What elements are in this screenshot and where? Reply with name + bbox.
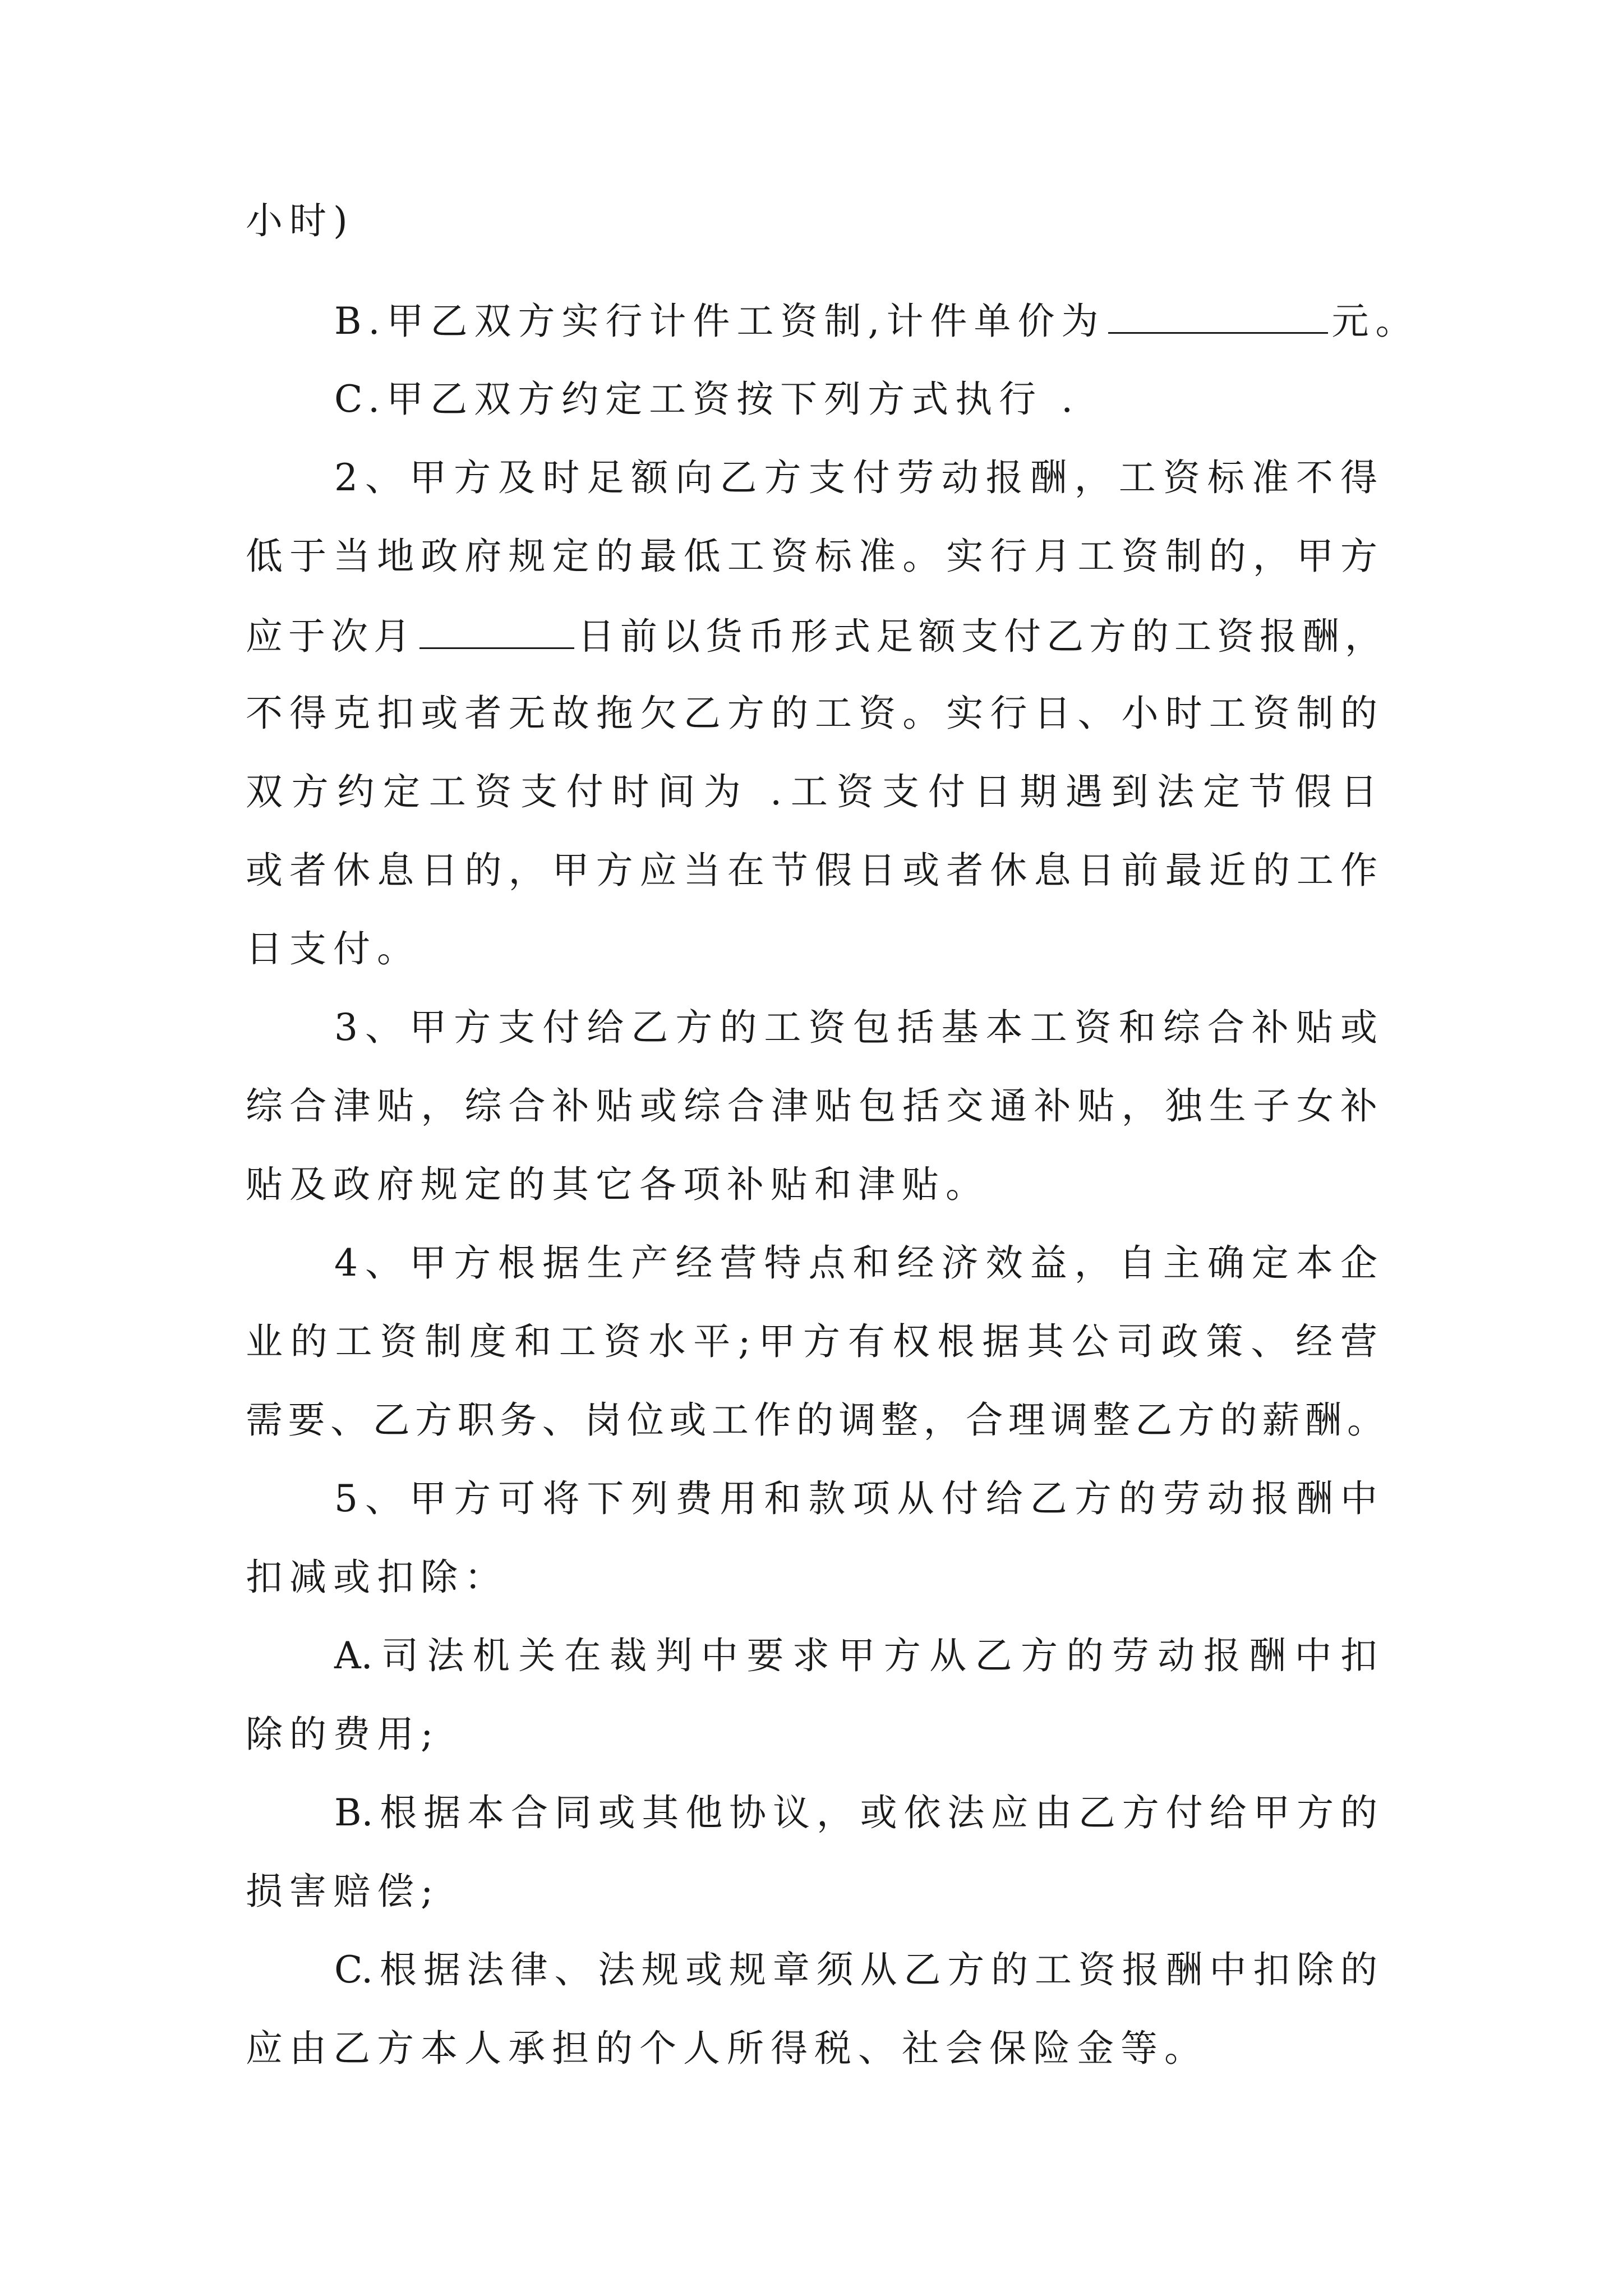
text-line: C.甲乙双方约定工资按下列方式执行 .: [334, 378, 1080, 421]
text-line: A.司法机关在裁判中要求甲方从乙方的劳动报酬中扣: [334, 1634, 1377, 1677]
text-line: 需要、乙方职务、岗位或工作的调整，合理调整乙方的薪酬。: [246, 1398, 1384, 1442]
text-line: 贴及政府规定的其它各项补贴和津贴。: [246, 1163, 989, 1206]
text-line: 日支付。: [246, 927, 421, 970]
text-line: 应由乙方本人承担的个人所得税、社会保险金等。: [246, 2027, 1208, 2070]
text-line: 扣减或扣除：: [246, 1556, 508, 1599]
text-line: 或者休息日的，甲方应当在节假日或者休息日前最近的工作: [246, 849, 1377, 892]
text-line: 除的费用;: [246, 1713, 440, 1756]
text-line: 3、甲方支付给乙方的工资包括基本工资和综合补贴或: [334, 1006, 1377, 1049]
text-segment: B.甲乙双方实行计件工资制,计件单价为: [334, 300, 1105, 343]
text-line: 2、甲方及时足额向乙方支付劳动报酬，工资标准不得: [334, 456, 1377, 499]
blank-underline: [1108, 292, 1328, 334]
text-line: 5、甲方可将下列费用和款项从付给乙方的劳动报酬中: [334, 1477, 1377, 1520]
text-line: [246, 607, 1387, 663]
text-segment: 元。: [1331, 300, 1419, 343]
text-line: 不得克扣或者无故拖欠乙方的工资。实行日、小时工资制的: [246, 692, 1377, 735]
text-line: 小时): [246, 199, 354, 242]
text-line: 综合津贴，综合补贴或综合津贴包括交通补贴，独生子女补: [246, 1084, 1377, 1128]
text-line: [334, 292, 1419, 348]
text-segment: 日前以货币形式足额支付乙方的工资报酬，: [578, 615, 1387, 658]
text-line: 业的工资制度和工资水平;甲方有权根据其公司政策、经营: [246, 1320, 1377, 1363]
text-line: 4、甲方根据生产经营特点和经济效益，自主确定本企: [334, 1241, 1377, 1285]
text-line: 损害赔偿;: [246, 1870, 440, 1913]
text-line: 低于当地政府规定的最低工资标准。实行月工资制的，甲方: [246, 535, 1377, 578]
text-segment: 应于次月: [246, 615, 416, 658]
text-line: C.根据法律、法规或规章须从乙方的工资报酬中扣除的: [334, 1948, 1377, 1991]
text-line: 双方约定工资支付时间为 .工资支付日期遇到法定节假日: [246, 770, 1377, 813]
blank-underline: [419, 607, 574, 649]
text-line: B.根据本合同或其他协议，或依法应由乙方付给甲方的: [334, 1791, 1377, 1834]
